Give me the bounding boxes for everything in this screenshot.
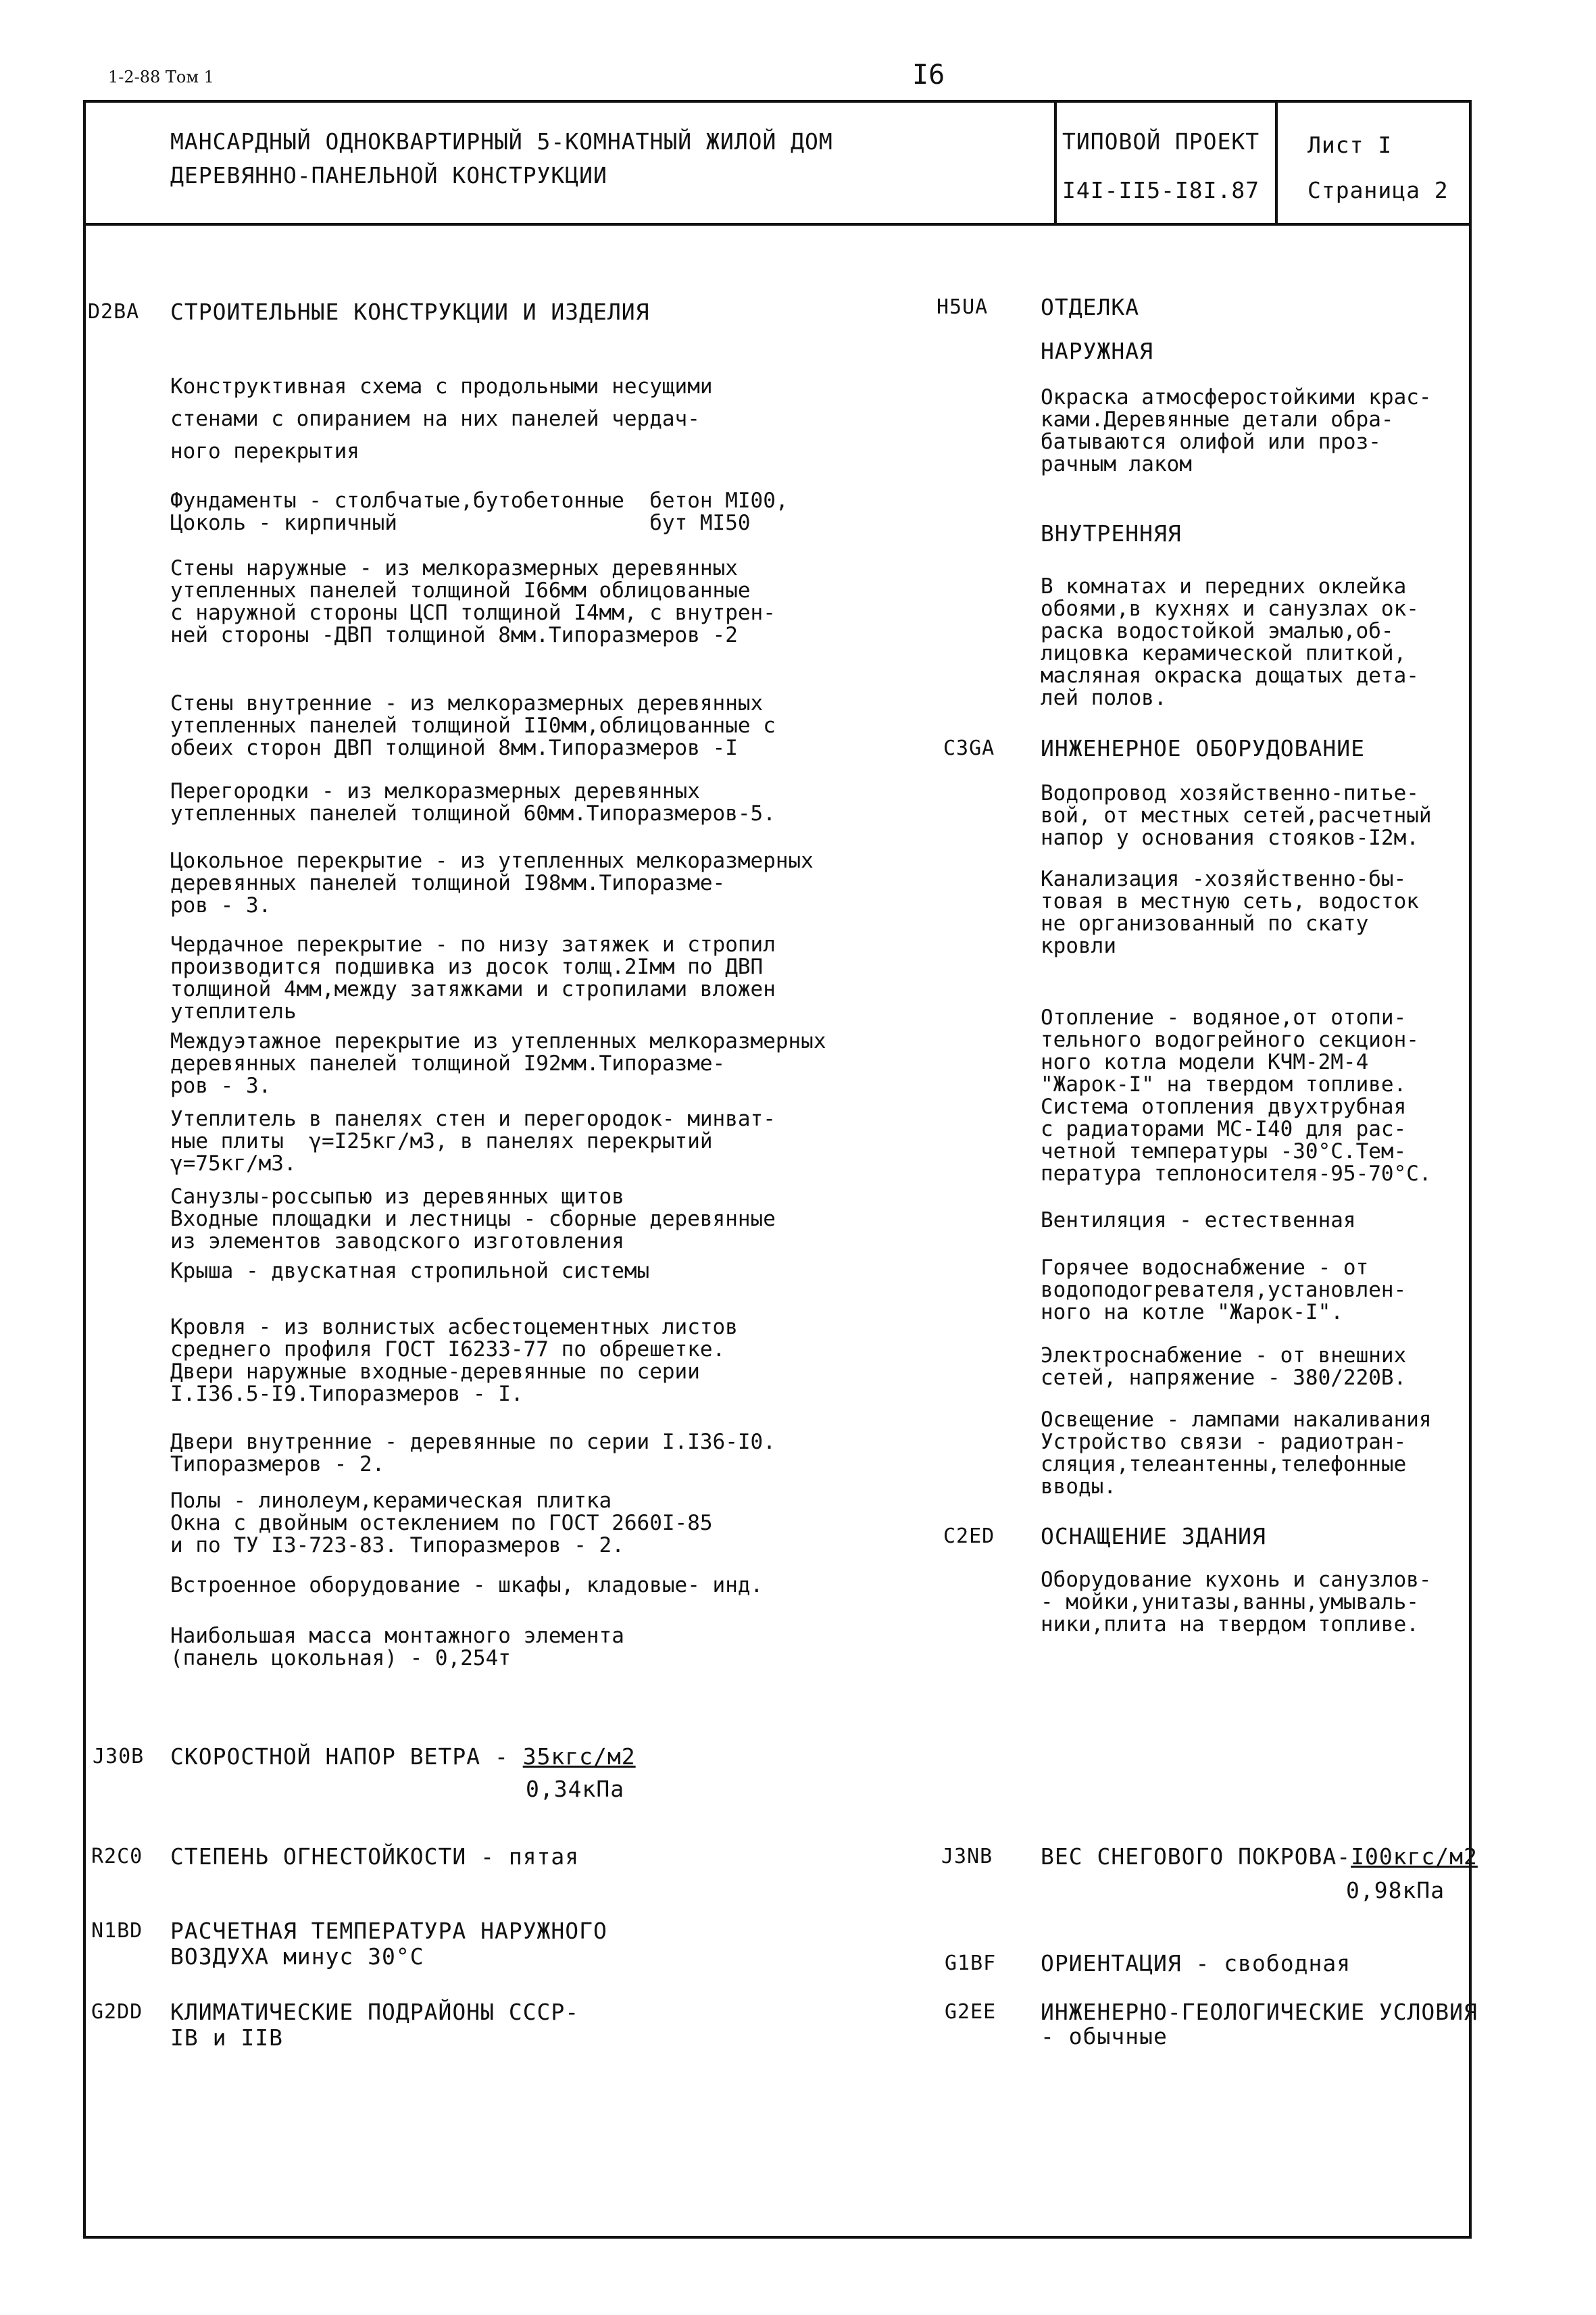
text-line: ней стороны -ДВП толщиной 8мм.Типоразмеров -2 [170,623,738,647]
engineering-paragraph [1041,1257,1406,1324]
text-line: Перегородки - из мелкоразмерных деревянных [170,779,700,803]
constructions-paragraph [170,1030,826,1097]
finish-outer-title: НАРУЖНАЯ [1041,338,1153,364]
constructions-paragraph [170,850,814,917]
text-line: сетей, напряжение - 380/220В. [1041,1366,1407,1390]
text-line: батываются олифой или проз- [1041,430,1381,454]
constructions-paragraph [170,1431,776,1476]
constructions-paragraph [170,693,776,760]
text-line: Фундаменты - столбчатые,бутобетонные бетон MI00, [170,489,789,513]
text-line: водоподогревателя,установлен- [1041,1278,1407,1302]
snow-line [1041,1843,1478,1870]
header-divider [83,223,1472,226]
text-line: четной температуры -30°C.Тем- [1041,1139,1407,1164]
wind-value-kgf: 35кгс/м2 [522,1743,636,1770]
engineering-paragraph [1041,1345,1406,1389]
engineering-paragraph [1041,782,1432,849]
text-line: сляция,телеантенны,телефонные [1041,1452,1407,1476]
text-line: кровли [1041,934,1116,958]
code-engineering: C3GA [943,737,995,760]
snow-value-kpa: 0,98кПа [1346,1877,1445,1903]
code-equipment: C2ED [943,1524,995,1548]
text-line: утеплитель [170,999,297,1024]
text-line: Система отопления двухтрубная [1041,1095,1407,1119]
text-line: Встроенное оборудование - шкафы, кладовые- инд. [170,1573,764,1597]
text-line: - мойки,унитазы,ванны,умываль- [1041,1590,1419,1614]
equipment-text [1041,1569,1432,1636]
text-line: Утеплитель в панелях стен и перегородок- минват- [170,1107,776,1131]
snow-title: ВЕС СНЕГОВОГО ПОКРОВА- [1041,1843,1351,1870]
text-line: Окна с двойным остеклением по ГОСТ 2660I-85 [170,1511,713,1535]
text-line: лей полов. [1041,686,1167,710]
fire-resistance: СТЕПЕНЬ ОГНЕСТОЙКОСТИ - пятая [170,1843,580,1870]
text-line: вводы. [1041,1474,1116,1499]
text-line: толщиной 4мм,между затяжками и стропилами вложен [170,977,776,1001]
text-line: Двери наружные входные-деревянные по серии [170,1360,700,1384]
text-line: ники,плита на твердом топливе. [1041,1612,1419,1637]
climate-line2: IВ и IIВ [170,2024,283,2051]
text-line: Горячее водоснабжение - от [1041,1255,1369,1280]
constructions-paragraph [170,1574,763,1597]
wind-title: СКОРОСТНОЙ НАПОР ВЕТРА - [170,1743,523,1770]
text-line: Канализация -хозяйственно-бы- [1041,867,1407,891]
text-line: ного перекрытия [170,439,359,464]
constructions-paragraph [170,490,789,534]
code-snow: J3NB [941,1845,993,1868]
geology-line2: - обычные [1041,2023,1168,2049]
text-line: Конструктивная схема с продольными несущими [170,374,713,399]
constructions-paragraph [170,1316,738,1405]
text-line: ров - 3. [170,1074,272,1098]
constructions-paragraph [170,780,776,825]
text-line: с наружной стороны ЦСП толщиной I4мм, с внутрен- [170,601,776,625]
text-line: Чердачное перекрытие - по низу затяжек и стропил [170,932,776,957]
header-vline-2 [1275,100,1278,224]
text-line: Междуэтажное перекрытие из утепленных мелкоразмерных [170,1029,826,1053]
text-line: утепленных панелей толщиной 60мм.Типоразмеров-5. [170,801,776,826]
text-line: Двери внутренние - деревянные по серии I.I36-I0. [170,1430,776,1454]
text-line: производится подшивка из досок толщ.2Iмм по ДВП [170,955,764,979]
finish-inner-title: ВНУТРЕННЯЯ [1041,520,1182,547]
temperature-line1: РАСЧЕТНАЯ ТЕМПЕРАТУРА НАРУЖНОГО [170,1918,607,1944]
section-title-engineering: ИНЖЕНЕРНОЕ ОБОРУДОВАНИЕ [1041,735,1365,762]
text-line: стенами с опиранием на них панелей чердач- [170,407,700,431]
text-line: пература теплоносителя-95-70°C. [1041,1162,1432,1186]
text-line: Цоколь - кирпичный бут MI50 [170,511,751,535]
text-line: ные плиты γ=I25кг/м3, в панелях перекрытий [170,1129,713,1153]
text-line: Освещение - лампами накаливания [1041,1408,1432,1432]
text-line: Кровля - из волнистых асбестоцементных листов [170,1315,738,1339]
header-vline-1 [1054,100,1057,224]
text-line: не организованный по скату [1041,912,1369,936]
orientation: ОРИЕНТАЦИЯ - свободная [1041,1950,1351,1976]
text-line: Типоразмеров - 2. [170,1452,385,1476]
text-line: ного котла модели КЧМ-2М-4 [1041,1050,1369,1074]
section-title-finish: ОТДЕЛКА [1041,294,1140,320]
constructions-paragraph [170,370,713,468]
text-line: (панель цокольная) - 0,254т [170,1646,511,1670]
snow-value-kgf: I00кгс/м2 [1351,1843,1478,1870]
code-geology: G2EE [945,2000,997,2024]
wind-value-kpa: 0,34кПа [526,1776,625,1802]
text-line: вой, от местных сетей,расчетный [1041,803,1432,828]
text-line: раска водостойкой эмалью,об- [1041,619,1394,643]
page-number: I6 [912,59,945,91]
code-fire: R2C0 [91,1845,143,1868]
text-line: деревянных панелей толщиной I92мм.Типоразме- [170,1051,726,1076]
text-line: Входные площадки и лестницы - сборные деревянные [170,1207,776,1231]
text-line: Электроснабжение - от внешних [1041,1343,1407,1368]
constructions-paragraph [170,1260,649,1283]
text-line: I.I36.5-I9.Типоразмеров - I. [170,1382,524,1406]
code-constructions: D2BA [88,300,140,324]
constructions-paragraph [170,934,776,1023]
page-label: Страница 2 [1307,177,1449,203]
text-line: Вентиляция - естественная [1041,1208,1356,1233]
finish-outer-text [1041,387,1432,476]
wind-line [170,1743,636,1770]
section-title-equipment: ОСНАЩЕНИЕ ЗДАНИЯ [1041,1523,1266,1549]
text-line: Наибольшая масса монтажного элемента [170,1624,624,1648]
text-line: ного на котле "Жарок-I". [1041,1300,1343,1324]
engineering-paragraph [1041,1409,1432,1498]
text-line: из элементов заводского изготовления [170,1229,624,1253]
text-line: ками.Деревянные детали обра- [1041,407,1394,432]
text-line: масляная окраска дощатых дета- [1041,664,1419,688]
text-line: Цокольное перекрытие - из утепленных мелкоразмерных [170,849,814,873]
text-line: Отопление - водяное,от отопи- [1041,1005,1407,1030]
text-line: Крыша - двускатная стропильной системы [170,1259,650,1283]
text-line: "Жарок-I" на твердом топливе. [1041,1072,1407,1097]
engineering-paragraph [1041,1210,1356,1232]
text-line: ров - 3. [170,893,272,918]
text-line: Устройство связи - радиотран- [1041,1430,1407,1454]
text-line: лицовка керамической плиткой, [1041,641,1407,666]
sheet-label: Лист I [1307,132,1393,158]
constructions-paragraph [170,1490,713,1557]
text-line: Санузлы-россыпью из деревянных щитов [170,1185,624,1209]
code-orientation: G1BF [945,1951,997,1975]
temperature-line2: ВОЗДУХА минус 30°C [170,1943,424,1970]
text-line: обоями,в кухнях и санузлах ок- [1041,597,1419,621]
text-line: и по ТУ I3-723-83. Типоразмеров - 2. [170,1533,624,1558]
project-number: I4I-II5-I8I.87 [1062,177,1260,203]
code-temperature: N1BD [91,1919,143,1943]
section-title-constructions: СТРОИТЕЛЬНЫЕ КОНСТРУКЦИИ И ИЗДЕЛИЯ [170,299,650,325]
text-line: рачным лаком [1041,452,1192,476]
header-title-line1: МАНСАРДНЫЙ ОДНОКВАРТИРНЫЙ 5-КОМНАТНЫЙ ЖИЛОЙ ДОМ [170,128,833,155]
series-label: 1-2-88 Том 1 [108,68,214,86]
project-label: ТИПОВОЙ ПРОЕКТ [1062,128,1260,155]
engineering-paragraph [1041,1007,1432,1185]
text-line: γ=75кг/м3. [170,1151,297,1176]
text-line: обеих сторон ДВП толщиной 8мм.Типоразмеров -I [170,736,738,760]
geology-line1: ИНЖЕНЕРНО-ГЕОЛОГИЧЕСКИЕ УСЛОВИЯ [1041,1999,1478,2025]
text-line: с радиаторами МС-I40 для рас- [1041,1117,1407,1141]
text-line: В комнатах и передних оклейка [1041,574,1407,599]
text-line: Окраска атмосферостойкими крас- [1041,385,1432,409]
text-line: среднего профиля ГОСТ I6233-77 по обрешетке. [170,1337,726,1362]
header-title-line2: ДЕРЕВЯННО-ПАНЕЛЬНОЙ КОНСТРУКЦИИ [170,162,607,189]
code-wind: J30B [93,1745,145,1768]
text-line: напор у основания стояков-I2м. [1041,826,1419,850]
text-line: Полы - линолеум,керамическая плитка [170,1489,612,1513]
text-line: Стены внутренние - из мелкоразмерных деревянных [170,691,764,716]
text-line: утепленных панелей толщиной I66мм облицованные [170,578,751,603]
climate-line1: КЛИМАТИЧЕСКИЕ ПОДРАЙОНЫ СССР- [170,1999,580,2025]
constructions-paragraph [170,1186,776,1253]
text-line: Оборудование кухонь и санузлов- [1041,1568,1432,1592]
text-line: Стены наружные - из мелкоразмерных деревянных [170,556,738,580]
text-line: деревянных панелей толщиной I98мм.Типоразме- [170,871,726,895]
constructions-paragraph [170,1625,624,1670]
code-climate: G2DD [91,2000,143,2024]
text-line: товая в местную сеть, водосток [1041,889,1419,914]
text-line: Водопровод хозяйственно-питье- [1041,781,1419,805]
engineering-paragraph [1041,868,1419,957]
text-line: тельного водогрейного секцион- [1041,1028,1419,1052]
constructions-paragraph [170,1108,776,1175]
finish-inner-text [1041,576,1419,710]
constructions-paragraph [170,557,776,647]
code-finish: H5UA [937,295,989,319]
text-line: утепленных панелей толщиной II0мм,облицованные с [170,714,776,738]
